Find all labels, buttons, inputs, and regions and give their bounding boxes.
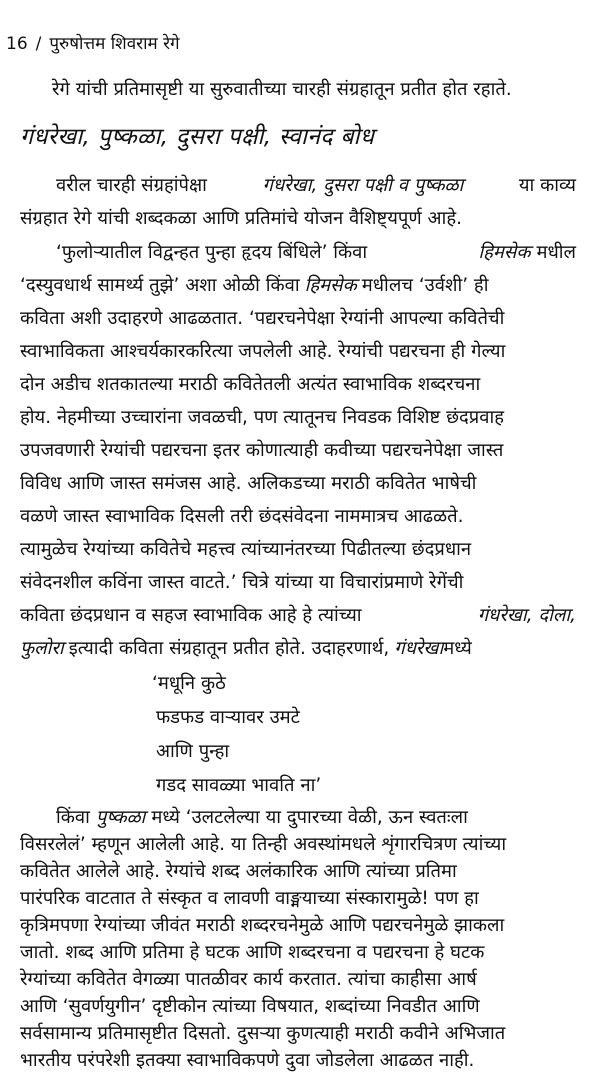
text-span: किंवा — [56, 807, 90, 828]
text-span: या काव्य — [518, 175, 576, 196]
intro-line: रेगे यांची प्रतिमासृष्टी या सुरुवातीच्या चारही संग्रहातून प्रतीत होत रहाते. — [52, 79, 512, 100]
poem-line-3: आणि पुन्हा — [156, 741, 230, 762]
p3-line-3: कवितेत आलेले आहे. रेग्यांचे शब्द अलंकारिक आणि त्यांच्या प्रतिमा — [20, 861, 457, 882]
p3-line-9: सर्वसामान्य प्रतिमासृष्टीत दिसतो. दुसऱ्या कुणत्याही मराठी कवीने अभिजात — [20, 1023, 506, 1044]
header-separator: / — [35, 34, 42, 54]
p2-line-9: वळणे जास्त स्वाभाविक दिसली तरी छंदसंवेदना नाममात्रच आढळते. — [20, 506, 464, 527]
p2-line-13 — [20, 631, 472, 666]
book-title: गंधरेखा — [394, 638, 444, 659]
text-span: ‘फुलोऱ्यातील विद्वन्हत पुन्हा हृदय बिंधिले’ किंवा — [56, 242, 368, 263]
p3-line-8: आणि ‘सुवर्णयुगीन’ दृष्टीकोन त्यांच्या विषयात, शब्दांच्या निवडीत आणि — [20, 996, 480, 1017]
p3-line-2: विसरलेलं’ म्हणून आलेली आहे. या तिन्ही अवस्थांमधले शृंगारचित्रण त्यांच्या — [20, 834, 507, 855]
book-title: हिमसेक — [304, 275, 357, 296]
text-span: मध्ये ‘उलटलेल्या या दुपारच्या वेळी, ऊन स्वतःला — [151, 807, 468, 828]
p3-line-4: पारंपरिक वाटतात ते संस्कृत व लावणी वाङ्मयाच्या संस्कारामुळे! पण हा — [20, 888, 479, 909]
book-title: हिमसेक — [478, 242, 531, 263]
text-span: मधील — [536, 242, 576, 263]
p3-line-5: कृत्रिमपणा रेग्यांच्या जीवंत मराठी शब्दरचनेमुळे आणि पद्यरचनेमुळे झाकला — [20, 915, 505, 936]
p2-line-7: उपजवणारी रेग्यांची पद्यरचना इतर कोणात्याही कवीच्या पद्यरचनेपेक्षा जास्त — [20, 440, 504, 461]
p2-line-3: कविता अशी उदाहरणे आढळतात. ‘पद्यरचनेपेक्षा रेग्यांनी आपल्या कवितेची — [20, 308, 505, 329]
text-span: मधीलच ‘उर्वशी’ ही — [361, 275, 489, 296]
poem-line-2: फडफड वाऱ्यावर उमटे — [156, 707, 300, 728]
book-title: पुष्कळा — [95, 807, 146, 828]
p2-line-2 — [20, 268, 488, 303]
p2-line-4: स्वाभाविकता आश्चर्यकारकरित्या जपलेली आहे. रेग्यांची पद्यरचना ही गेल्या — [20, 341, 506, 362]
p2-line-1 — [56, 235, 576, 270]
text-span: मध्ये — [443, 638, 472, 659]
book-titles: गंधरेखा, दुसरा पक्षी व पुष्कळा — [262, 175, 464, 196]
p2-line-10: त्यामुळेच रेग्यांच्या कवितेचे महत्त्व त्यांच्यानंतरच्या पिढीतल्या छंदप्रधान — [20, 539, 472, 560]
section-title: गंधरेखा, पुष्कळा, दुसरा पक्षी, स्वानंद बोध — [20, 124, 375, 150]
text-span: इत्यादी कविता संग्रहातून प्रतीत होते. उदाहरणार्थ, — [68, 638, 390, 659]
text-span: वरील चारही संग्रहांपेक्षा — [56, 175, 207, 196]
text-span: कविता छंदप्रधान व सहज स्वाभाविक आहे हे त्यांच्या — [20, 605, 362, 626]
p3-line-10: भारतीय परंपरेशी इतक्या स्वाभाविकपणे दुवा जोडलेला आढळत नाही. — [20, 1050, 475, 1071]
p2-line-11: संवेदनशील कविंना जास्त वाटते.’ चित्रे यांच्या या विचारांप्रमाणे रेगेंची — [20, 572, 464, 593]
page-number: 16 — [6, 34, 28, 54]
book-titles: गंधरेखा, दोला, — [477, 605, 576, 626]
p2-line-5: दोन अडीच शतकातल्या मराठी कवितेतली अत्यंत स्वाभाविक शब्दरचना — [20, 374, 481, 395]
p3-line-1 — [56, 805, 468, 831]
p1-line-2: संग्रहात रेगे यांची शब्दकळा आणि प्रतिमांचे योजन वैशिष्ट्यपूर्ण आहे. — [20, 208, 462, 229]
p2-line-12 — [20, 598, 576, 633]
p2-line-6: होय. नेहमीच्या उच्चारांना जवळची, पण त्यातूनच निवडक विशिष्ट छंदप्रवाह — [20, 407, 504, 428]
p3-line-6: जातो. शब्द आणि प्रतिमा हे घटक आणि शब्दरचना व पद्यरचना हे घटक — [20, 942, 485, 963]
p1-line-1 — [56, 168, 576, 203]
book-title: फुलोरा — [20, 638, 64, 659]
poem-line-4: गडद सावळ्या भावति ना’ — [156, 775, 322, 796]
poem-line-1: ‘मधूनि कुठे — [152, 673, 226, 694]
p2-line-8: विविध आणि जास्त समंजस आहे. अलिकडच्या मराठी कवितेत भाषेची — [20, 473, 477, 494]
p3-line-7: रेग्यांच्या कवितेत वेगळ्या पातळीवर कार्य करतात. त्यांचा काहीसा आर्ष — [20, 969, 477, 990]
text-span: ‘दस्युवधार्थ सामर्थ्य तुझे’ अशा ओळी किंवा — [20, 275, 300, 296]
running-header — [6, 33, 180, 55]
header-author: पुरुषोत्तम शिवराम रेगे — [49, 34, 180, 54]
